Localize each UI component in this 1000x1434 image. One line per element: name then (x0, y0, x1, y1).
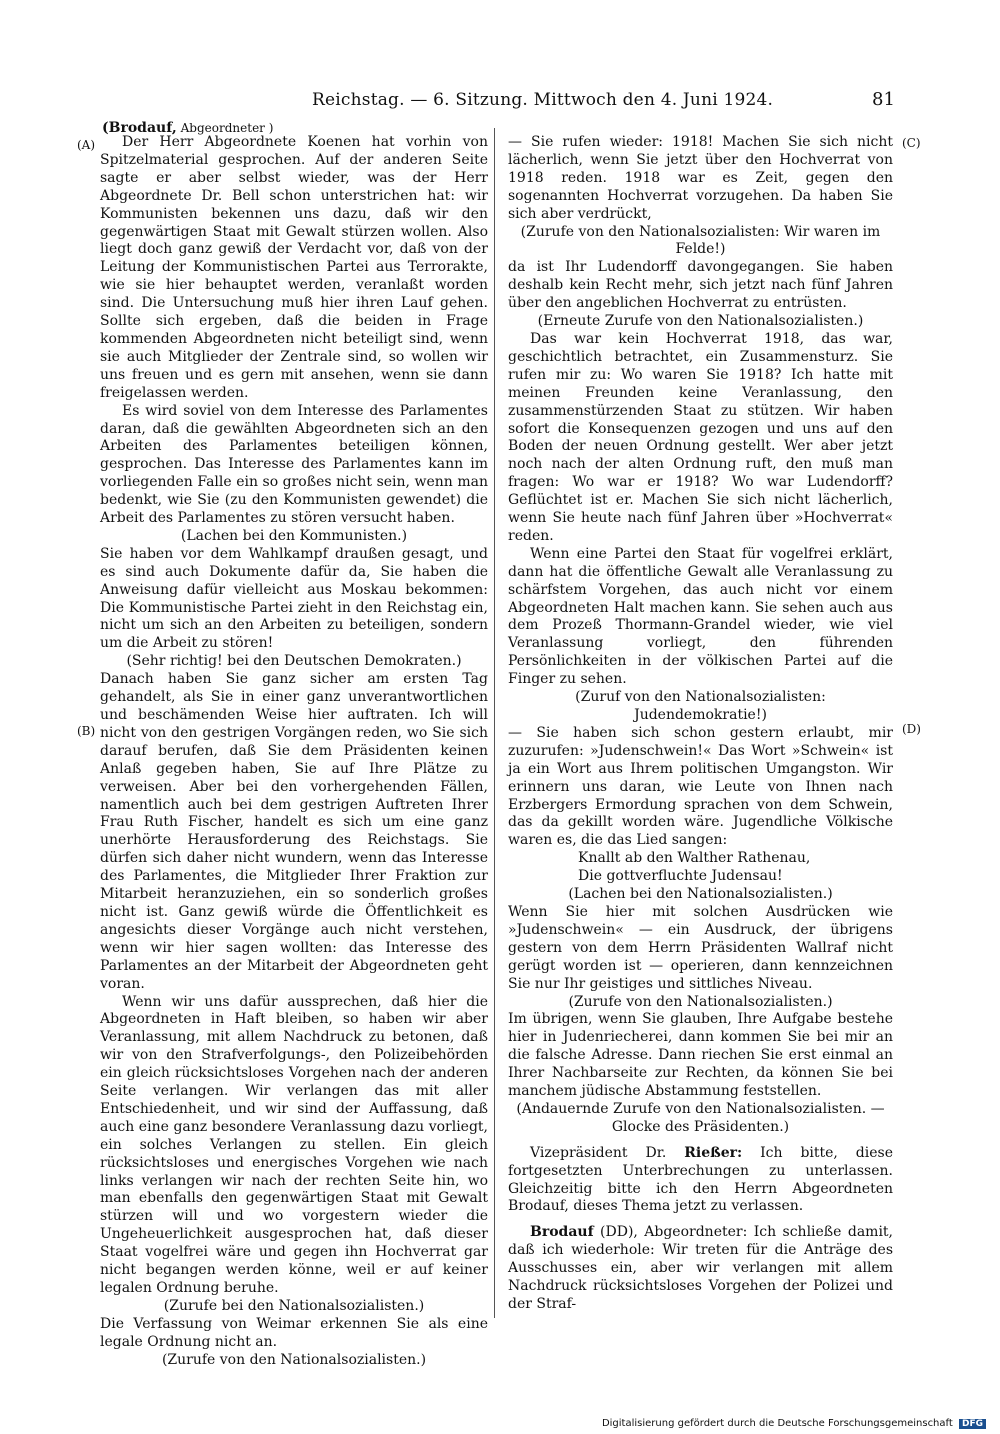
interjection: (Lachen bei den Kommunisten.) (180, 527, 408, 544)
speaker-name: Brodauf (530, 1224, 594, 1241)
interjection: (Sehr richtig! bei den Deutschen Demokraten.) (126, 653, 462, 670)
page-header: Reichstag. — 6. Sitzung. Mittwoch den 4. Juni 1924. (312, 90, 774, 110)
interjection: (Andauernde Zurufe von den Nationalsozialisten. — Glocke des Präsidenten.) (516, 1100, 885, 1135)
interjection: (Zurufe von den Nationalsozialisten.) (568, 993, 833, 1010)
footer-credit (602, 1418, 986, 1429)
interjection: (Zurufe von den Nationalsozialisten: Wir waren im Felde!) (520, 223, 881, 258)
paragraph: — Sie rufen wieder: 1918! Machen Sie sich nicht lächerlich, wenn Sie jetzt über den Hochverrat von 1918 reden. 1918 war es Zeit, gegen den sogenannten Hochverrat vorzugehen. Da haben Sie sich aber verdrückt, (508, 134, 893, 222)
paragraph: Wenn Sie hier mit solchen Ausdrücken wie »Judenschwein« — ein Ausdruck, der übrigens gestern von dem Herrn Präsidenten Wallraf nicht gerügt worden ist — operieren, dann kennzeichnen Sie nur Ihr geistiges und sittliches Niveau. (508, 903, 893, 992)
paragraph: Danach haben Sie ganz sicher am ersten Tag gehandelt, als Sie in einer ganz unverantwortlichen und beschämenden Weise hier auftraten. Ich will nicht von den gestrigen Vorgängen reden, wo Sie sich darauf berufen, daß Sie dem Präsidenten keinen Anlaß gegeben haben, Sie auf Ihre Plätze zu verweisen. Aber bei den vorhergehenden Fällen, namentlich auch bei dem gestrigen Auftreten Ihrer Frau Ruth Fischer, handelt es sich um eine ganz unerhörte Herausforderung des Reichstags. Sie dürfen sich daher nicht wundern, wenn das Interesse des Parlamentes, die Mitglieder Ihrer Fraktion zur Mitarbeit heranzuziehen, ein so sonderlich großes nicht ist. Ganz gewiß würde die Öffentlichkeit es angesichts dieser Vorgänge auch nicht verstehen, wenn wir hier sagen wollten: das Interesse des Parlamentes an der Mitarbeit der Abgeordneten geht voran. (100, 671, 488, 992)
paragraph: Wenn eine Partei den Staat für vogelfrei erklärt, dann hat die öffentliche Gewalt alle Veranlassung zu schärfstem Vorgehen, das auch nicht vor einem Abgeordneten Halt machen kann. Sie sehen auch aus dem Prozeß Thormann-Grandel wieder, wie viel Veranlassung vorliegt, den führenden Persönlichkeiten in der völkischen Partei auf die Finger zu sehen. (508, 545, 893, 688)
margin-mark-a: (A) (77, 138, 96, 152)
speaker-name: Rießer: (684, 1144, 743, 1161)
verse-line: Knallt ab den Walther Rathenau, (578, 850, 811, 867)
paragraph: — Sie haben sich schon gestern erlaubt, mir zuzurufen: »Judenschwein!« Das Wort »Schwein« ist ja ein Wort aus Ihrem politischen Umgangston. Wir erinnern uns daran, wie Leute von Ihnen nach Erzbergers Ermordung sprachen von dem Schwein, das da gekillt worden wäre. Jugendliche Völkische waren es, die das Lied sangen: (508, 724, 893, 849)
speaker-label: Vizepräsident Dr. (530, 1144, 667, 1161)
paragraph: Der Herr Abgeordnete Koenen hat vorhin von Spitzelmaterial gesprochen. Auf der anderen Seite sagte er aber selbst wieder, was der Herr Abgeordnete Dr. Bell schon unterstrichen hat: wir Kommunisten bekennen uns dazu, daß wir den gegenwärtigen Staat mit Gewalt stürzen wollen. Also liegt doch ganz gewiß der Verdacht vor, daß von der Leitung der Kommunistischen Partei aus Terrorakte, wie sie hier behauptet werden, veranlaßt worden sind. Die Untersuchung muß hier ihren Lauf gehen. Sollte sich ergeben, daß die beiden in Frage kommenden Abgeordneten nicht beteiligt sind, wenn sie auch Mitglieder der Zentrale sind, so wollen wir uns freuen und es gern mit ansehen, wenn sie dann freigelassen werden. (100, 134, 488, 401)
interjection: (Zuruf von den Nationalsozialisten: Judendemokratie!) (575, 689, 826, 723)
paragraph (508, 1145, 893, 1217)
margin-mark-b: (B) (77, 724, 96, 738)
page-number: 81 (872, 89, 895, 110)
paragraph: Das war kein Hochverrat 1918, das war, geschichtlich betrachtet, ein Zusammensturz. Sie rufen mir zu: Wo waren Sie 1918? Ich hatte mit meinen Freunden keine Veranlassung, den zusammenstürzenden Staat zu stützen. Wir haben sofort die Konsequenzen gezogen und uns auf den Boden der neuen Ordnung gestellt. Wer aber jetzt noch nach der alten Ordnung ruft, den muß man fragen: Wo war er 1918? Wo war Ludendorff? Geflüchtet ist er. Machen Sie sich nicht lächerlich, wenn Sie heute nach fünf Jahren über »Hochverrat« reden. (508, 330, 893, 544)
interjection: (Zurufe von den Nationalsozialisten.) (161, 1351, 427, 1368)
paragraph: Es wird soviel von dem Interesse des Parlamentes daran, daß die gewählten Abgeordneten sich an den Arbeiten des Parlamentes beteiligen können, gesprochen. Das Interesse des Parlamentes kann im vorliegenden Falle ein so großes nicht sein, wenn man bedenkt, wie Sie (zu den Kommunisten gewendet) die Arbeit des Parlamentes zu stören versucht haben. (100, 402, 488, 527)
speech-text: Ich bitte, diese fortgesetzten Unterbrechungen zu unterlassen. Gleichzeitig bitte ich den Herrn Abgeordneten Brodauf, dieses Thema jetzt zu verlassen. (508, 1144, 893, 1215)
interjection: (Lachen bei den Nationalsozialisten.) (568, 886, 833, 903)
paragraph: da ist Ihr Ludendorff davongegangen. Sie haben deshalb kein Recht mehr, sich jetzt nach fünf Jahren über den angeblichen Hochverrat zu entrüsten. (508, 259, 893, 312)
paragraph: Sie haben vor dem Wahlkampf draußen gesagt, und es sind auch Dokumente dafür da, Sie haben die Anweisung dafür vielleicht aus Moskau bekommen: Die Kommunistische Partei zieht in den Reichstag ein, nicht um sich an den Arbeiten zu beteiligen, sondern um die Arbeit zu stören! (100, 545, 488, 652)
paragraph (508, 1224, 893, 1314)
interjection: (Zurufe bei den Nationalsozialisten.) (163, 1297, 425, 1314)
footer-text: Digitalisierung gefördert durch die Deutsche Forschungsgemeinschaft (601, 1418, 953, 1429)
paragraph: Wenn wir uns dafür aussprechen, daß hier die Abgeordneten in Haft bleiben, so haben wir aber Veranlassung, mit allem Nachdruck zu betonen, daß wir von den Strafverfolgungs-, den Polizeibehörden ein gleich rücksichtsloses Vorgehen nach der anderen Seite verlangen. Wir verlangen das mit aller Entschiedenheit, und wir sind der Auffassung, daß auch eine ganz besondere Veranlassung dazu vorliegt, ein solches Verlangen zu stellen. Ein gleich rücksichtsloses und energisches Vorgehen wie nach links verlangen wir nach der rechten Seite hin, wo man ebenfalls den gegenwärtigen Staat mit Gewalt stürzen will und wo vorgestern wieder die Ungeheuerlichkeit ausgesprochen hat, daß dieser Staat vogelfrei wäre und gegen ihn Hochverrat gar nicht begangen werden könne, weil er auf keiner legalen Ordnung beruhe. (100, 993, 488, 1296)
speech-text: (DD), Abgeordneter: Ich schließe damit, daß ich wiederhole: Wir treten für die Anträge des Ausschusses ein, aber wir verlangen mit allem Nachdruck rücksichtsloses Vorgehen der Polizei und der Straf- (508, 1224, 893, 1312)
paragraph: Im übrigen, wenn Sie glauben, Ihre Aufgabe bestehe hier in Judenriecherei, dann kommen Sie bei mir an die falsche Adresse. Dann riechen Sie erst einmal an Ihrer Nachbarseite zur Rechten, da können Sie bei manchem jüdische Abstammung feststellen. (508, 1011, 893, 1100)
speaker-role: Abgeordneter ) (180, 121, 274, 135)
speaker-name: (Brodauf, (102, 120, 177, 136)
verse-line: Die gottverfluchte Judensau! (578, 868, 783, 885)
dfg-logo: DFG (959, 1419, 986, 1429)
margin-mark-c: (C) (902, 136, 921, 150)
left-column (100, 134, 488, 1370)
right-column (508, 134, 893, 1314)
paragraph: Die Verfassung von Weimar erkennen Sie als eine legale Ordnung nicht an. (100, 1315, 488, 1350)
column-divider (494, 128, 495, 1318)
interjection: (Erneute Zurufe von den Nationalsozialisten.) (537, 313, 864, 330)
margin-mark-d: (D) (902, 722, 921, 736)
